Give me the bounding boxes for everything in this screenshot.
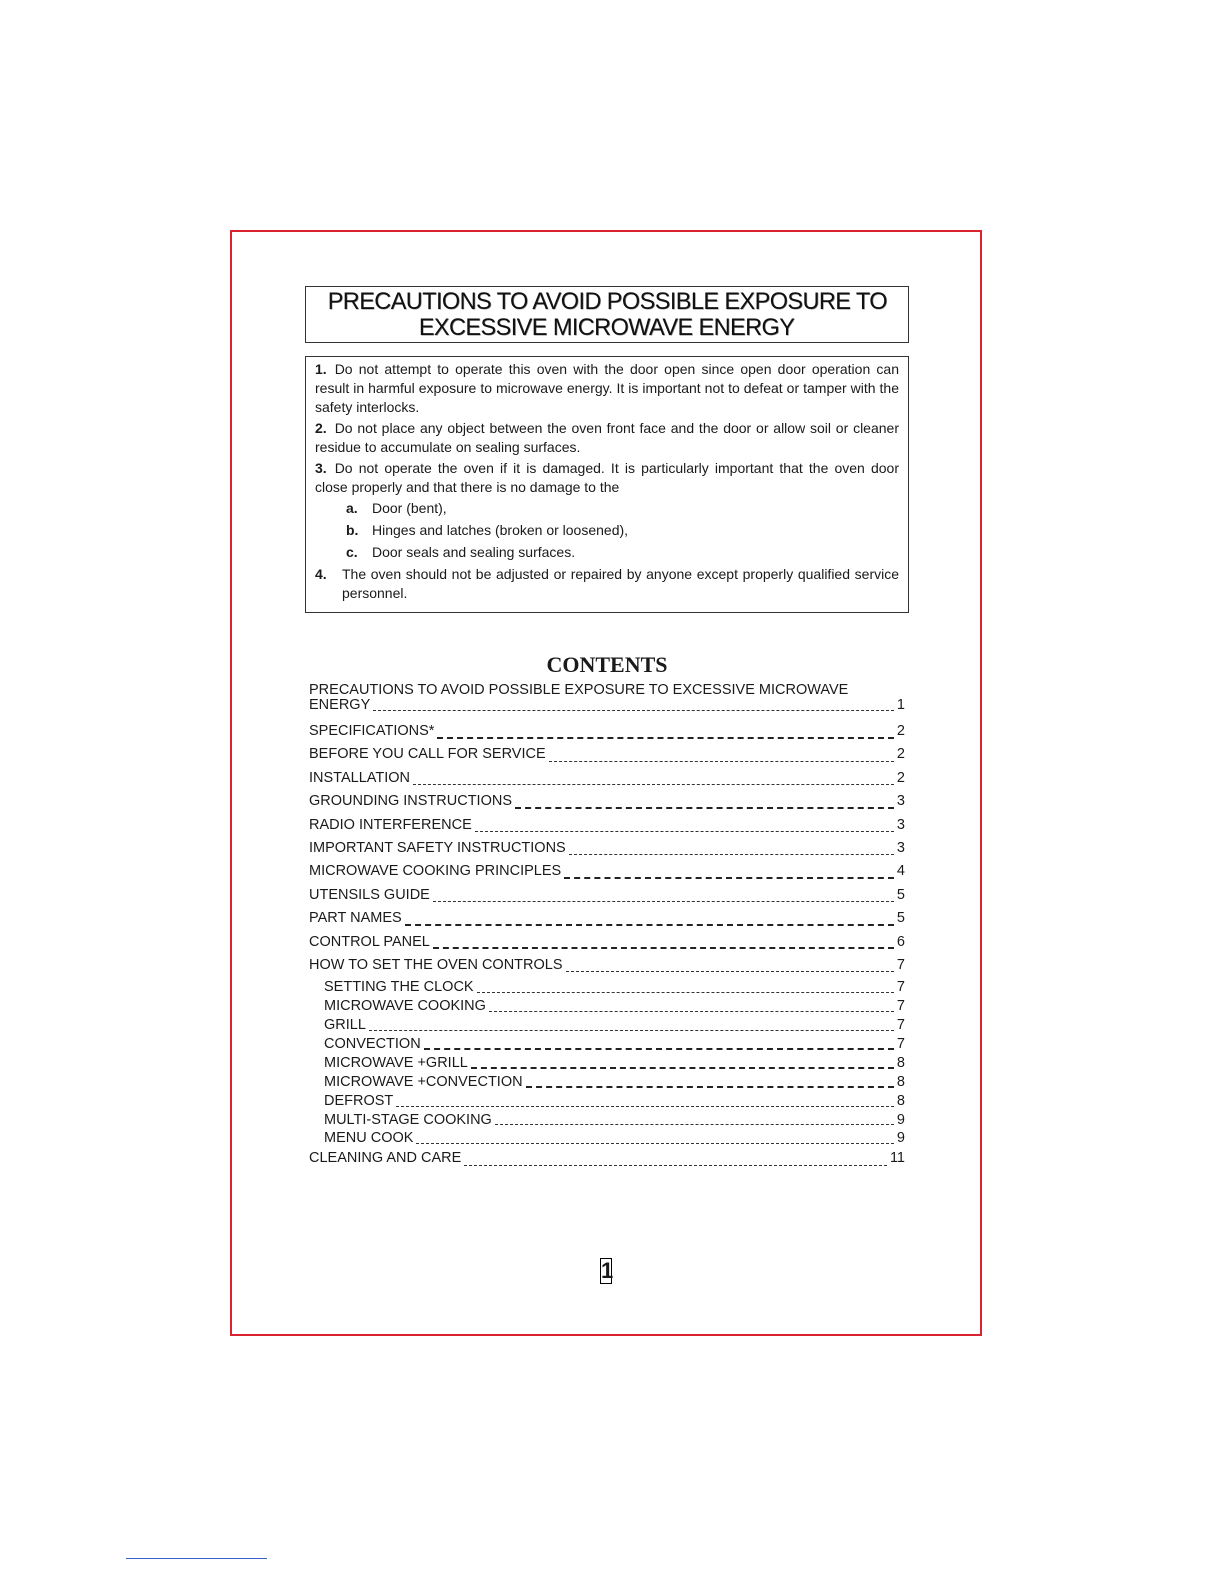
toc-subentry[interactable] (309, 997, 905, 1016)
toc-leader-dots (489, 1009, 894, 1012)
toc-leader-dots (495, 1122, 894, 1125)
precaution-3 (315, 459, 899, 497)
toc-entry-page: 3 (896, 793, 905, 810)
title-line-1: PRECAUTIONS TO AVOID POSSIBLE EXPOSURE TO (327, 287, 887, 315)
toc-subentry-label: SETTING THE CLOCK (324, 979, 474, 996)
toc-entry[interactable] (309, 768, 905, 791)
precaution-3a (346, 499, 899, 518)
toc-entry-page: 2 (896, 746, 905, 763)
sub-c-text: Door seals and sealing surfaces. (372, 544, 576, 560)
precaution-2-text: Do not place any object between the oven front face and the door or allow soil or cleaner residue to accumulate on sealing surfaces. (315, 420, 899, 455)
toc-leader-dots (433, 945, 894, 949)
toc-subentry-page: 8 (896, 1092, 905, 1109)
toc-leader-dots (424, 1046, 894, 1050)
precaution-3b (346, 521, 899, 540)
toc-subentry[interactable] (309, 1129, 905, 1148)
toc-entry[interactable] (309, 815, 905, 838)
toc-entry-precautions[interactable] (309, 683, 905, 721)
precaution-1-number: 1. (315, 361, 327, 377)
toc-leader-dots (413, 782, 894, 785)
toc-leader-dots (437, 735, 894, 739)
precaution-4-text: The oven should not be adjusted or repaired by anyone except properly qualified service personnel. (342, 566, 899, 601)
precaution-2 (315, 419, 899, 457)
toc-subentry-label: GRILL (324, 1017, 366, 1034)
toc-entry-label: PRECAUTIONS TO AVOID POSSIBLE EXPOSURE TO EXCESSIVE MICROWAVE (309, 682, 849, 698)
toc-leader-dots (433, 899, 894, 902)
toc-entry-label: IMPORTANT SAFETY INSTRUCTIONS (309, 839, 566, 856)
toc-entry-page: 2 (896, 769, 905, 786)
toc-entry[interactable] (309, 721, 905, 744)
toc-leader-dots (515, 805, 894, 809)
toc-entry-page: 6 (896, 933, 905, 950)
toc-subentry-page: 8 (896, 1073, 905, 1090)
precaution-3-number: 3. (315, 460, 327, 476)
toc-entry-label: INSTALLATION (309, 769, 410, 786)
toc-subentry[interactable] (309, 1035, 905, 1054)
toc-leader-dots (477, 990, 894, 993)
toc-entry[interactable] (309, 744, 905, 767)
precaution-3c (346, 543, 899, 562)
toc-subentry-page: 7 (896, 1035, 905, 1052)
toc-entry-label: RADIO INTERFERENCE (309, 816, 472, 833)
toc-leader-dots (416, 1141, 894, 1144)
toc-entry[interactable] (309, 955, 905, 978)
toc-entry-page: 4 (896, 863, 905, 880)
title-line-2: EXCESSIVE MICROWAVE ENERGY (419, 313, 795, 341)
precaution-1 (315, 360, 899, 417)
sub-a-text: Door (bent), (372, 500, 447, 516)
toc-entry[interactable] (309, 791, 905, 814)
toc-leader-dots (464, 1163, 887, 1166)
toc-subentry-label: MICROWAVE +GRILL (324, 1054, 468, 1071)
link-underline (126, 1558, 267, 1559)
sub-b-text: Hinges and latches (broken or loosened), (372, 522, 629, 538)
precaution-4-number: 4. (315, 566, 327, 582)
toc-entry-label: PART NAMES (309, 910, 402, 927)
toc-subentry-page: 7 (896, 1017, 905, 1034)
precaution-2-number: 2. (315, 420, 327, 436)
toc-subentry-label: MULTI-STAGE COOKING (324, 1111, 492, 1128)
toc-entry-page: 3 (896, 816, 905, 833)
toc-subentry-label: CONVECTION (324, 1035, 421, 1052)
toc-entry[interactable] (309, 838, 905, 861)
sub-b-label: b. (346, 522, 359, 538)
toc-entry-page: 1 (896, 697, 905, 713)
toc-subentry[interactable] (309, 1092, 905, 1111)
toc-entry-page: 5 (896, 910, 905, 927)
toc-leader-dots (564, 875, 894, 879)
precaution-3-text: Do not operate the oven if it is damaged. It is particularly important that the oven door close properly and that there is no damage to the (315, 460, 899, 495)
toc-leader-dots (549, 759, 894, 762)
toc-entry[interactable] (309, 908, 905, 931)
toc-entry[interactable] (309, 885, 905, 908)
toc-leader-dots (396, 1104, 894, 1107)
sub-c-label: c. (346, 544, 358, 560)
toc-entry-cleaning[interactable] (309, 1148, 905, 1171)
toc-entry[interactable] (309, 861, 905, 884)
toc-subentry[interactable] (309, 1016, 905, 1035)
toc-entry-label: UTENSILS GUIDE (309, 886, 430, 903)
precautions-box (305, 356, 909, 613)
toc-entry-label: SPECIFICATIONS* (309, 723, 435, 739)
precaution-1-text: Do not attempt to operate this oven with the door open since open door operation can result in harmful exposure to microwave energy. It is important not to defeat or tamper with the safety interlocks. (315, 361, 899, 415)
precautions-title-box (305, 286, 909, 343)
toc-leader-dots (405, 922, 894, 926)
toc-subentry[interactable] (309, 1111, 905, 1130)
sub-a-label: a. (346, 500, 358, 516)
toc-subentry-label: DEFROST (324, 1092, 394, 1109)
toc-entry-page: 2 (896, 723, 905, 739)
toc-subentry-label: MICROWAVE +CONVECTION (324, 1073, 523, 1090)
toc-subentry-page: 8 (896, 1054, 905, 1071)
precaution-4 (315, 565, 899, 603)
toc-entry-label: GROUNDING INSTRUCTIONS (309, 793, 512, 810)
toc-entry[interactable] (309, 932, 905, 955)
toc-leader-dots (373, 708, 894, 711)
toc-leader-dots (471, 1065, 894, 1069)
table-of-contents (309, 683, 905, 1172)
toc-subentry-label: MICROWAVE COOKING (324, 998, 486, 1015)
toc-entry-page: 11 (889, 1150, 905, 1167)
toc-subentry-page: 9 (896, 1130, 905, 1147)
toc-entry-label: CONTROL PANEL (309, 933, 430, 950)
toc-subentry-page: 9 (896, 1111, 905, 1128)
contents-heading: CONTENTS (546, 652, 668, 677)
toc-entry-label: HOW TO SET THE OVEN CONTROLS (309, 956, 563, 973)
toc-leader-dots (369, 1028, 894, 1031)
page-number: 1 (601, 1258, 614, 1283)
toc-entry-page: 3 (896, 839, 905, 856)
toc-subentry[interactable] (309, 1073, 905, 1092)
toc-entry-label: MICROWAVE COOKING PRINCIPLES (309, 863, 562, 880)
toc-subentry[interactable] (309, 1054, 905, 1073)
toc-entry-label: BEFORE YOU CALL FOR SERVICE (309, 746, 546, 763)
toc-subentry[interactable] (309, 978, 905, 997)
toc-entry-page: 5 (896, 886, 905, 903)
toc-leader-dots (566, 969, 894, 972)
toc-entry-label: CLEANING AND CARE (309, 1150, 462, 1167)
toc-entry-label-continued: ENERGY (309, 697, 371, 713)
toc-subentry-label: MENU COOK (324, 1130, 414, 1147)
toc-leader-dots (569, 852, 894, 855)
toc-subentry-page: 7 (896, 998, 905, 1015)
toc-leader-dots (475, 829, 894, 832)
toc-subentry-page: 7 (896, 979, 905, 996)
toc-leader-dots (526, 1084, 894, 1088)
toc-entry-page: 7 (896, 956, 905, 973)
